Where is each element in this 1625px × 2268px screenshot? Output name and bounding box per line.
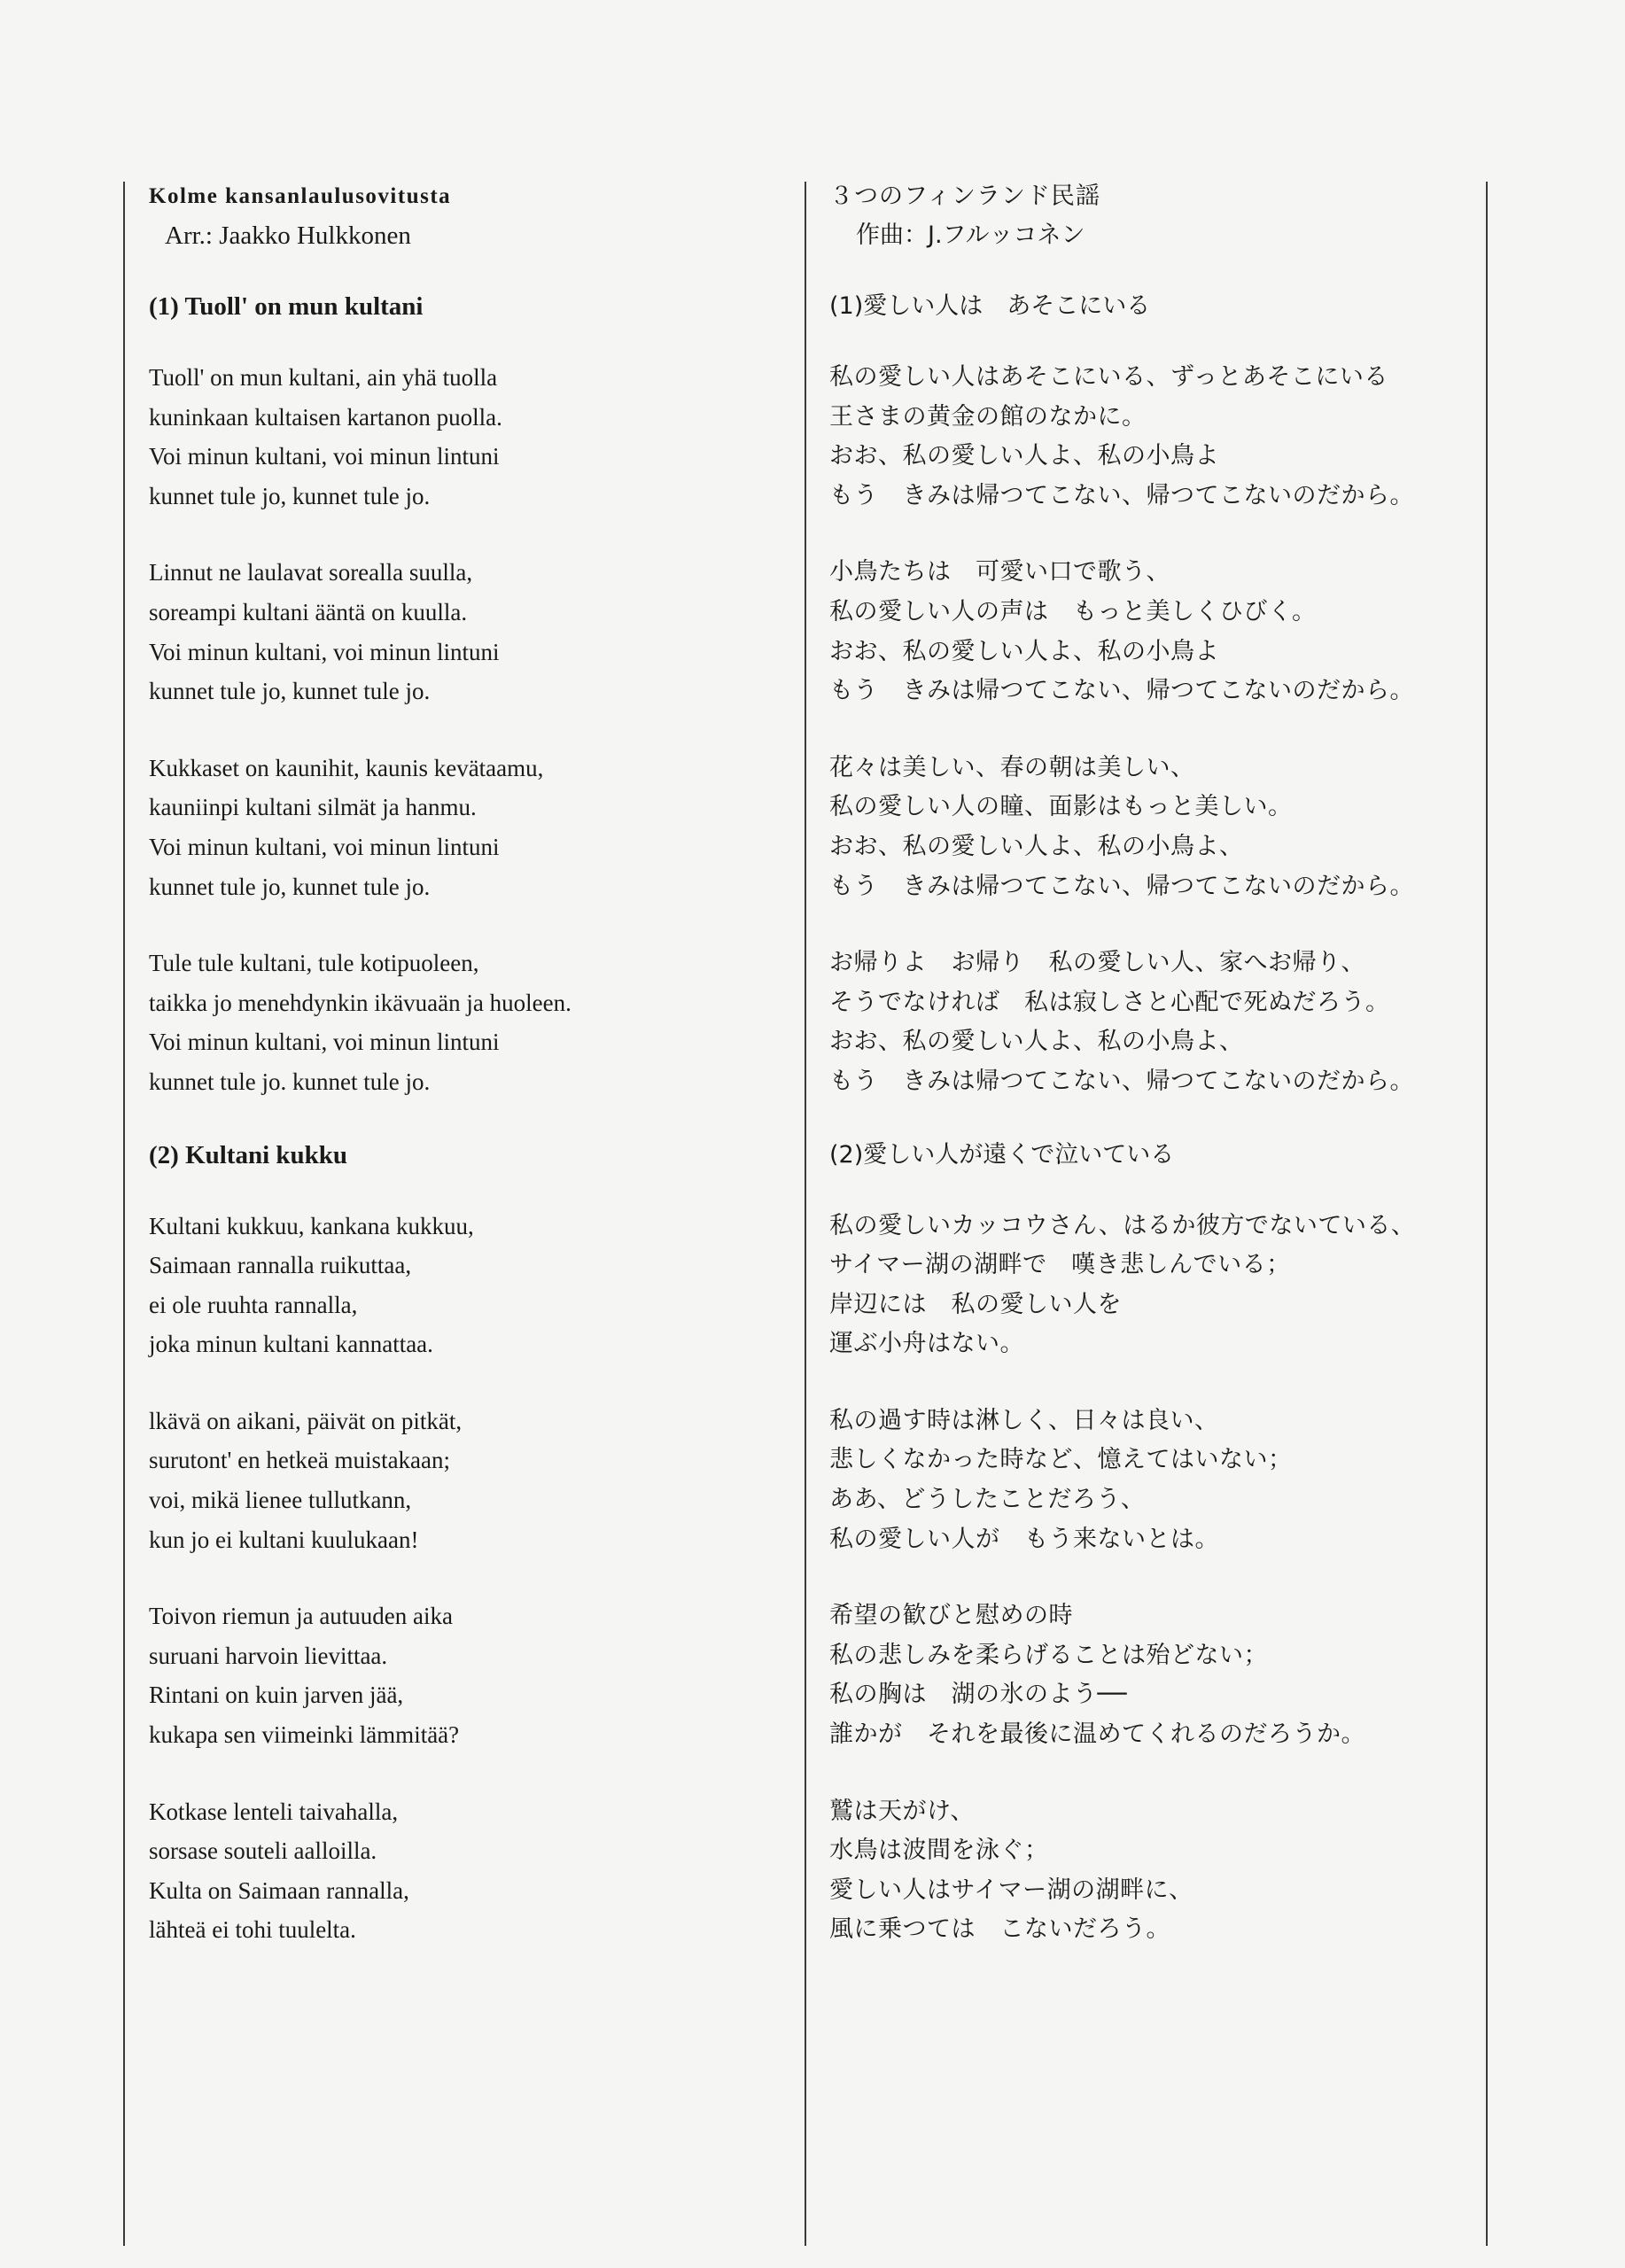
- lyric-line: 私の胸は 湖の氷のよう──: [829, 1681, 1128, 1709]
- lyric-line: Toivon riemun ja autuuden aika: [149, 1603, 454, 1630]
- lyric-line: voi, mikä lienee tullutkann,: [149, 1487, 412, 1514]
- lyric-line: おお、私の愛しい人よ、私の小鳥よ、: [829, 1028, 1244, 1056]
- japanese-songs: [829, 287, 1476, 1950]
- stanza: [149, 358, 787, 516]
- stanza: [149, 1207, 787, 1364]
- lyric-line: Tuoll' on mun kultani, ain yhä tuolla: [149, 364, 498, 391]
- lyric-line: suruani harvoin lievittaa.: [149, 1642, 388, 1669]
- lyric-line: Saimaan rannalla ruikuttaa,: [149, 1252, 412, 1279]
- lyric-line: 花々は美しい、春の朝は美しい、: [829, 753, 1195, 781]
- lyric-line: surutont' en hetkeä muistakaan;: [149, 1447, 451, 1474]
- song-heading: (1)愛しい人は あそこにいる: [829, 292, 1151, 320]
- lyric-line: kunnet tule jo, kunnet tule jo.: [149, 482, 431, 509]
- lyric-line: Linnut ne laulavat sorealla suulla,: [149, 559, 473, 586]
- song-heading: (2) Kultani kukku: [149, 1140, 348, 1169]
- stanza: [829, 358, 1476, 516]
- lyric-line: sorsase souteli aalloilla.: [149, 1837, 377, 1865]
- stanza: [149, 1596, 787, 1754]
- lyric-line: ei ole ruuhta rannalla,: [149, 1291, 358, 1318]
- finnish-songs: [149, 287, 787, 1950]
- stanza: [829, 553, 1476, 711]
- lyric-line: もう きみは帰つてこない、帰つてこないのだから。: [829, 872, 1414, 900]
- stanza: [829, 944, 1476, 1101]
- lyric-line: 私の愛しい人の瞳、面影はもっと美しい。: [829, 793, 1293, 821]
- lyric-line: kun jo ei kultani kuulukaan!: [149, 1526, 419, 1553]
- lyric-line: お帰りよ お帰り 私の愛しい人、家へお帰り、: [829, 949, 1365, 977]
- stanza: [829, 1207, 1476, 1364]
- lyric-line: lähteä ei tohi tuulelta.: [149, 1916, 356, 1944]
- lyric-line: joka minun kultani kannattaa.: [149, 1331, 433, 1358]
- stanza: [829, 1792, 1476, 1950]
- lyric-line: サイマー湖の湖畔で 嘆き悲しんでいる；: [829, 1251, 1291, 1279]
- stanza: [149, 553, 787, 711]
- right-rule: [1486, 182, 1488, 2246]
- lyric-line: kukapa sen viimeinki lämmitää?: [149, 1721, 460, 1749]
- stanza: [149, 1792, 787, 1950]
- lyric-line: kunnet tule jo. kunnet tule jo.: [149, 1068, 431, 1095]
- lyric-line: kauniinpi kultani silmät ja hanmu.: [149, 794, 477, 821]
- lyric-line: 鷲は天がけ、: [829, 1797, 975, 1825]
- lyric-line: Kotkase lenteli taivahalla,: [149, 1798, 399, 1825]
- lyric-line: 私の過す時は淋しく、日々は良い、: [829, 1406, 1219, 1434]
- stanza: [149, 749, 787, 906]
- lyric-line: Voi minun kultani, voi minun lintuni: [149, 833, 500, 860]
- japanese-arranger: 作曲：J.フルッコネン: [856, 221, 1085, 249]
- finnish-column: [149, 177, 787, 1950]
- japanese-title: ３つのフィンランド民謡: [829, 183, 1100, 210]
- finnish-title: Kolme kansanlaulusovitusta: [149, 184, 452, 208]
- lyric-line: kunnet tule jo, kunnet tule jo.: [149, 873, 431, 900]
- lyric-line: kunnet tule jo, kunnet tule jo.: [149, 678, 431, 705]
- song-heading: (1) Tuoll' on mun kultani: [149, 292, 424, 321]
- lyric-line: おお、私の愛しい人よ、私の小鳥よ: [829, 442, 1219, 470]
- lyric-line: おお、私の愛しい人よ、私の小鳥よ: [829, 637, 1219, 665]
- lyric-line: そうでなければ 私は寂しさと心配で死ぬだろう。: [829, 988, 1390, 1016]
- lyric-line: soreampi kultani ääntä on kuulla.: [149, 598, 468, 625]
- stanza: [829, 1596, 1476, 1754]
- lyric-line: 風に乗つては こないだろう。: [829, 1915, 1170, 1944]
- finnish-arranger: Arr.: Jaakko Hulkkonen: [165, 221, 411, 250]
- lyric-line: 悲しくなかった時など、憶えてはいない；: [829, 1446, 1293, 1474]
- lyric-line: 誰かが それを最後に温めてくれるのだろうか。: [829, 1720, 1365, 1749]
- lyric-line: もう きみは帰つてこない、帰つてこないのだから。: [829, 677, 1414, 705]
- lyric-line: 水鳥は波間を泳ぐ；: [829, 1837, 1049, 1865]
- lyric-line: lkävä on aikani, päivät on pitkät,: [149, 1407, 463, 1434]
- lyric-line: kuninkaan kultaisen kartanon puolla.: [149, 403, 502, 431]
- lyric-line: 運ぶ小舟はない。: [829, 1330, 1024, 1358]
- lyric-line: 私の愛しい人はあそこにいる、ずっとあそこにいる: [829, 363, 1388, 391]
- lyric-line: 希望の歓びと慰めの時: [829, 1602, 1073, 1630]
- lyric-line: 岸辺には 私の愛しい人を: [829, 1290, 1122, 1318]
- lyric-line: ああ、どうしたことだろう、: [829, 1486, 1146, 1514]
- lyric-line: Tule tule kultani, tule kotipuoleen,: [149, 950, 479, 977]
- lyric-line: 王さまの黄金の館のなかに。: [829, 402, 1147, 431]
- lyric-line: もう きみは帰つてこない、帰つてこないのだから。: [829, 1067, 1414, 1095]
- lyric-line: Kukkaset on kaunihit, kaunis kevätaamu,: [149, 754, 544, 781]
- left-rule: [123, 182, 125, 2246]
- lyric-line: もう きみは帰つてこない、帰つてこないのだから。: [829, 481, 1414, 509]
- lyric-line: Voi minun kultani, voi minun lintuni: [149, 638, 500, 665]
- lyric-line: Kulta on Saimaan rannalla,: [149, 1876, 409, 1904]
- japanese-column: [829, 177, 1476, 1950]
- lyric-line: 私の愛しい人の声は もっと美しくひびく。: [829, 597, 1317, 625]
- lyric-line: Rintani on kuin jarven jää,: [149, 1682, 404, 1709]
- lyric-line: 小鳥たちは 可愛い口で歌う、: [829, 558, 1170, 586]
- lyric-line: 愛しい人はサイマー湖の湖畔に、: [829, 1876, 1193, 1904]
- stanza: [829, 749, 1476, 906]
- lyric-line: 私の愛しい人が もう来ないとは。: [829, 1525, 1219, 1553]
- lyric-line: 私の悲しみを柔らげることは殆どない；: [829, 1641, 1268, 1669]
- center-rule: [805, 182, 806, 2246]
- lyric-line: Voi minun kultani, voi minun lintuni: [149, 443, 500, 470]
- lyric-line: taikka jo menehdynkin ikävuaän ja huoleen.: [149, 989, 571, 1016]
- stanza: [149, 1402, 787, 1559]
- stanza: [829, 1402, 1476, 1559]
- lyric-line: おお、私の愛しい人よ、私の小鳥よ、: [829, 832, 1244, 860]
- lyric-line: 私の愛しいカッコウさん、はるか彼方でないている、: [829, 1211, 1416, 1239]
- lyric-line: Kultani kukkuu, kankana kukkuu,: [149, 1212, 474, 1239]
- stanza: [149, 944, 787, 1101]
- lyric-line: Voi minun kultani, voi minun lintuni: [149, 1029, 500, 1056]
- song-heading: (2)愛しい人が遠くで泣いている: [829, 1140, 1175, 1169]
